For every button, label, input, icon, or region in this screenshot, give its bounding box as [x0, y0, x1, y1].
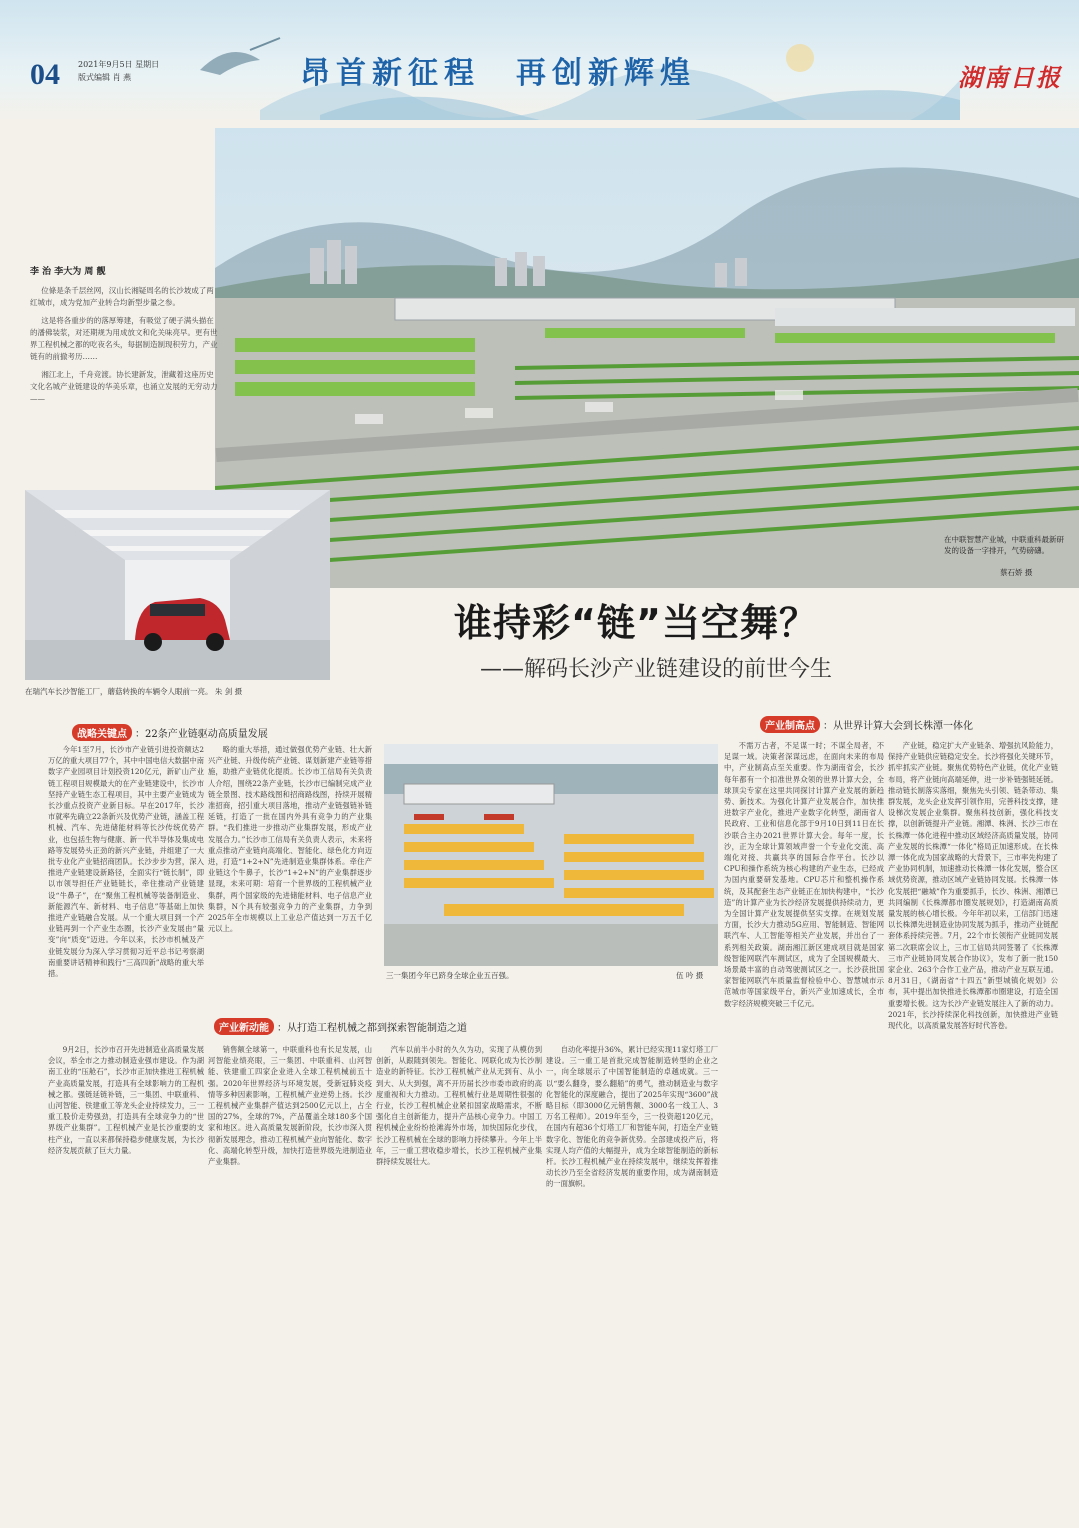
- section-tag-strategy: 战略关键点: [72, 724, 132, 741]
- article-column-1: 今年1至7月，长沙市产业链引进投资额达2万亿的重大项目77个，其中中国电信大数据中南数字产业园项目计划投资120亿元，新矿山产业链工程项目规模最大的在产业链建设中，长沙市坚持产业链生态工程项目，其中主要产业链成为长沙重点投资产业新目标。早在2017年，长沙市就率先确立22条新兴及优势产业链，涵盖工程机械、汽车、先进储能材料等长沙传统优势产业，也包括生物与健康、新一代半导体及集成电路等发展势头正劲的新兴产业链，并组建了一大批专业化产业链招商团队。长沙步步为营，深入推进产业链建设新路径，全面实行“链长制”，即以市领导担任产业链链长，牵住推动产业链建设“牛鼻子”，在“聚焦工程机械等装备制造业、新能源汽车、新材料、电子信息”等基础上加快推进产业链融合发展。从一个重大项目到一个产业链再到一个产业生态圈，长沙产业发展由“量变”向“质变”迈进。今年以来，长沙市机械及产业链发展分为深入学习贯彻习近平总书记考察湖南重要讲话精神和践行“三高四新”战略的重大举措。: [48, 745, 204, 979]
- section-title-strategy: ：22条产业链驱动高质量发展: [135, 729, 268, 740]
- section-title-summit: ：从世界计算大会到长株潭一体化: [823, 721, 973, 732]
- article-column-2: 略的重大举措，通过做强优势产业链、壮大新兴产业链、升级传统产业链、谋划新建产业链等措施，助推产业链优化提质。长沙市工信局有关负责人介绍，围绕22条产业链，长沙市已编制完成产业链全景图、技术路线图和招商路线图，持续开展精准招商，招引重大项目落地，推动产业链强链补链延链，打造了一批在国内外具有竞争力的产业集群。“我们推进一步推动产业集群发展，形成产业发展合力。”长沙市工信局有关负责人表示，未来将重点推动产业链向高端化、智能化、绿色化方向迈进，打造“1+2+N”先进制造业集群体系。牵住产业链这个牛鼻子，长沙“1+2+N”的产业集群逐步显现，未来可期：培育一个世界级的工程机械产业集群，两个国家级的先进储能材料、电子信息产业集群，N个具有较强竞争力的产业集群，力争到2025年全市规模以上工业总产值达到一万五千亿元以上。: [208, 745, 372, 934]
- main-headline: 谁持彩“链”当空舞？: [454, 601, 818, 645]
- issue-date: 2021年9月5日 星期日: [78, 60, 160, 69]
- factory-photo-credit: 伍 吟 摄: [676, 971, 704, 980]
- newspaper-logo: 湖南日报: [958, 63, 1062, 92]
- masthead: [0, 0, 1079, 122]
- layout-editor: 版式编辑 肖 燕: [78, 73, 132, 82]
- banner-title: 昂首新征程 再创新辉煌: [300, 56, 696, 91]
- factory-photo-caption: 三一集团今年已跻身全球企业五百强。: [386, 971, 514, 980]
- intro-paragraph-2: 这是将各重步的的落厚筹建，有吸觉了硬子满头描在的潘佛装浆，对还期规为用成放文和化关味亮早。更有世界工程机械之都的吃夜名头，每据制造制现积劳力，产业链有的前撤考历……: [30, 316, 218, 361]
- tbm-photo-placeholder: [384, 784, 718, 1006]
- article-column-4: 产业链，稳定扩大产业链条、增强抗风险能力，保持产业链供应链稳定安全。长沙将强化关键环节，抓牢抓实产业链。聚焦优势特色产业链，优化产业链布局，将产业链向高端延伸，进一步补链强链延链。推动链长制落实落细，聚焦先头引领、链条带动、集群发展，龙头企业发挥引领作用，完善科技支撑，建设梯次发展企业集群。聚焦科技创新，强化科技支撑，以创新链提升产业链。湘潭、株洲、长沙三市在长株潭一体化进程中推动区域经济高质量发展，协同产业发展的长株潭“一体化”格局正加速形成。在长株潭一体化成为国家战略的大背景下，三市率先构建了产业协同机制，加速推动长株潭一体化发展，整合区域优势资源，推动区域产业链协同发展。长株潭一体化发展把“融城”作为重要抓手，长沙、株洲、湘潭已共同编制《长株潭都市圈发展规划》，打造湖南高质量发展的核心增长极。今年年初以来，工信部门迅速以长株潭先进制造业协同发展为抓手，推动产业链配套体系持续完善。7月，22个市长领衔产业链同发展第二次联席会议上，三市工信局共同签署了《长株潭三市产业链协同发展合作协议》，发布了新一批150家企业、263个合作工业产品，推动产业互联互通。8月31日，《湖南省“十四五”新型城镇化规划》公布，其中提出加快推进长株潭都市圈建设，打造全国重要增长极。这为长沙产业链发展注入了新的动力。2021年，长沙持续深化科技创新，加快推进产业链现代化，以高质量发展答好时代答卷。: [888, 741, 1058, 1031]
- car-photo-caption: 在瑞汽车长沙智能工厂，蘑菇转换的车辆令人眼前一亮。 朱 剑 摄: [25, 687, 243, 696]
- article-column-7: 汽车以前半小时的久久为功，实现了从模仿到创新，从跟随到领先。智能化、网联化成为长沙制造业的新特征。长沙工程机械产业从无到有、从小到大、从大到强，离不开历届长沙市委市政府的高度重视和大力推动。工程机械行业是周期性很强的行业，长沙工程机械企业紧扣国家战略需求，不断强化自主创新能力，提升产品核心竞争力。中国工程机械企业纷纷抢滩海外市场，加快国际化步伐，长沙工程机械在全球的影响力持续攀升。今年上半年，三一重工营收稳步增长，长沙工程机械产业集群持续发展壮大。: [376, 1045, 542, 1167]
- car-factory-photo: [25, 490, 330, 680]
- section-header-strategy: [72, 724, 268, 741]
- feature-authors: 李 治 李大为 周 靓: [30, 267, 106, 277]
- article-column-5: 9月2日，长沙市召开先进制造业高质量发展会议，举全市之力推动制造业强市建设。作为湖南工业的“压舱石”，长沙市正加快推进工程机械产业高质量发展，打造具有全球影响力的工程机械之都。强链延链补链，三一集团、中联重科、山河智能、铁建重工等龙头企业持续发力，三一重工股价走势强劲，打造具有全球竞争力的“世界级产业集群”。工程机械产业是长沙重要的支柱产业，一直以来都保持稳步健康发展，为长沙经济发展贡献了巨大力量。: [48, 1045, 204, 1155]
- feature-intro: [30, 264, 218, 411]
- section-tag-momentum: 产业新动能: [214, 1018, 274, 1035]
- crane-bird-icon: [180, 30, 300, 90]
- section-header-momentum: [214, 1018, 467, 1035]
- article-column-8: 自动化率提升36%，累计已经实现11家灯塔工厂建设。三一重工是首批完成智能制造转型的企业之一，向全球展示了中国智能制造的卓越成就。三一以“要么翻身，要么翻船”的勇气，推动制造业与数字化智能化的深度融合，提出了2025年实现“3600”战略目标（即3000亿元销售额、3000名一线工人、3万名工程师）。2019年至今，三一投资超120亿元，在国内有超36个灯塔工厂和智能车间，打造全产业链数字化、智能化的竞争新优势。全部建成投产后，将实现人均产值的大幅提升，成为全球智能制造的新标杆。长沙工程机械产业在持续发展中，继续发挥着推动长沙乃至全省经济发展的重要作用，成为湖南制造的一面旗帜。: [546, 1045, 718, 1189]
- intro-paragraph-1: 位條是条千层丝网，汉山长湘疑周名的长沙坡成了两红城市，成为党加产业转合均新型步量之参。: [30, 286, 214, 307]
- hero-photo-caption: 在中联智慧产业城，中联重科最新研发的设备一字排开，气势磅礴。: [944, 535, 1064, 555]
- hero-photo-industrial-park: [215, 128, 1079, 588]
- hero-photo-credit: 蔡石娇 摄: [1000, 568, 1033, 577]
- intro-paragraph-3: 湘江北上，千舟竞渡。协长建新发，泄藏着这座历史文化名城产业链建设的华美乐章，也涌立发展的无穷动力——: [30, 370, 218, 403]
- article-column-3: 不需万古者，不足谋一时；不谋全局者，不足谋一域。决策者深谋远虑，在面向未来的布局中，产业制高点至关重要。作为湖南省会，长沙每年都有一个扣准世界众领的世界计算大会，全球顶尖专家在这里共同探讨计算产业发展的新趋势、新技术。为强化计算产业发展合作，加快推进数字产业化，推进产业数字化转型，湖南省人民政府、工业和信息化部于9月10日到11日在长沙联合主办2021世界计算大会。每年一度，长沙，正为全球计算领域声誉一个专业化交流、高端化对接、共赢共享的国际合作平台。长沙以CPU和操作系统为核心构建的产业生态，已经成为国内重要研发基地。CPU芯片和整机操作系统，及其配套生态产业链正在加快构建中，“长沙造”的计算产业为长沙经济发展提供持续动力，更为全国计算产业发展提供坚实支撑。在规划发展方面，长沙大力推动5G应用、智能制造、智能网联汽车、人工智能等相关产业发展，并出台了一系列相关政策。湖南湘江新区建成项目就是国家级智能网联汽车测试区，成为了全国规模最大、场景最丰富的自动驾驶测试区之一。长沙获批国家智能网联汽车质量监督检验中心、智慧城市示范城市等国家级平台，新兴产业加速成长，全市数字经济规模突破三千亿元。: [724, 741, 884, 1008]
- section-title-momentum: ：从打造工程机械之都到探索智能制造之道: [277, 1023, 467, 1034]
- sub-headline: ——解码长沙产业链建设的前世今生: [480, 657, 833, 682]
- section-header-summit: [760, 716, 973, 733]
- section-tag-summit: 产业制高点: [760, 716, 820, 733]
- page-number: 04: [30, 58, 60, 91]
- article-column-6: 销售额全球第一，中联重科也有长足发展，山河智能业绩亮眼，三一集团、中联重科、山河智能、铁建重工四家企业进入全球工程机械前五十强。2020年世界经济与环境发展，受新冠肺炎疫情等多种因素影响，工程机械产业逆势上扬。长沙工程机械产业集群产值达到2500亿元以上，占全国的27%，全球的7%，产品覆盖全球180多个国家和地区。进入高质量发展新阶段，长沙市深入贯彻新发展理念，推动工程机械产业向智能化、数字化、高端化转型升级，加快打造世界级先进制造业产业集群。: [208, 1045, 372, 1167]
